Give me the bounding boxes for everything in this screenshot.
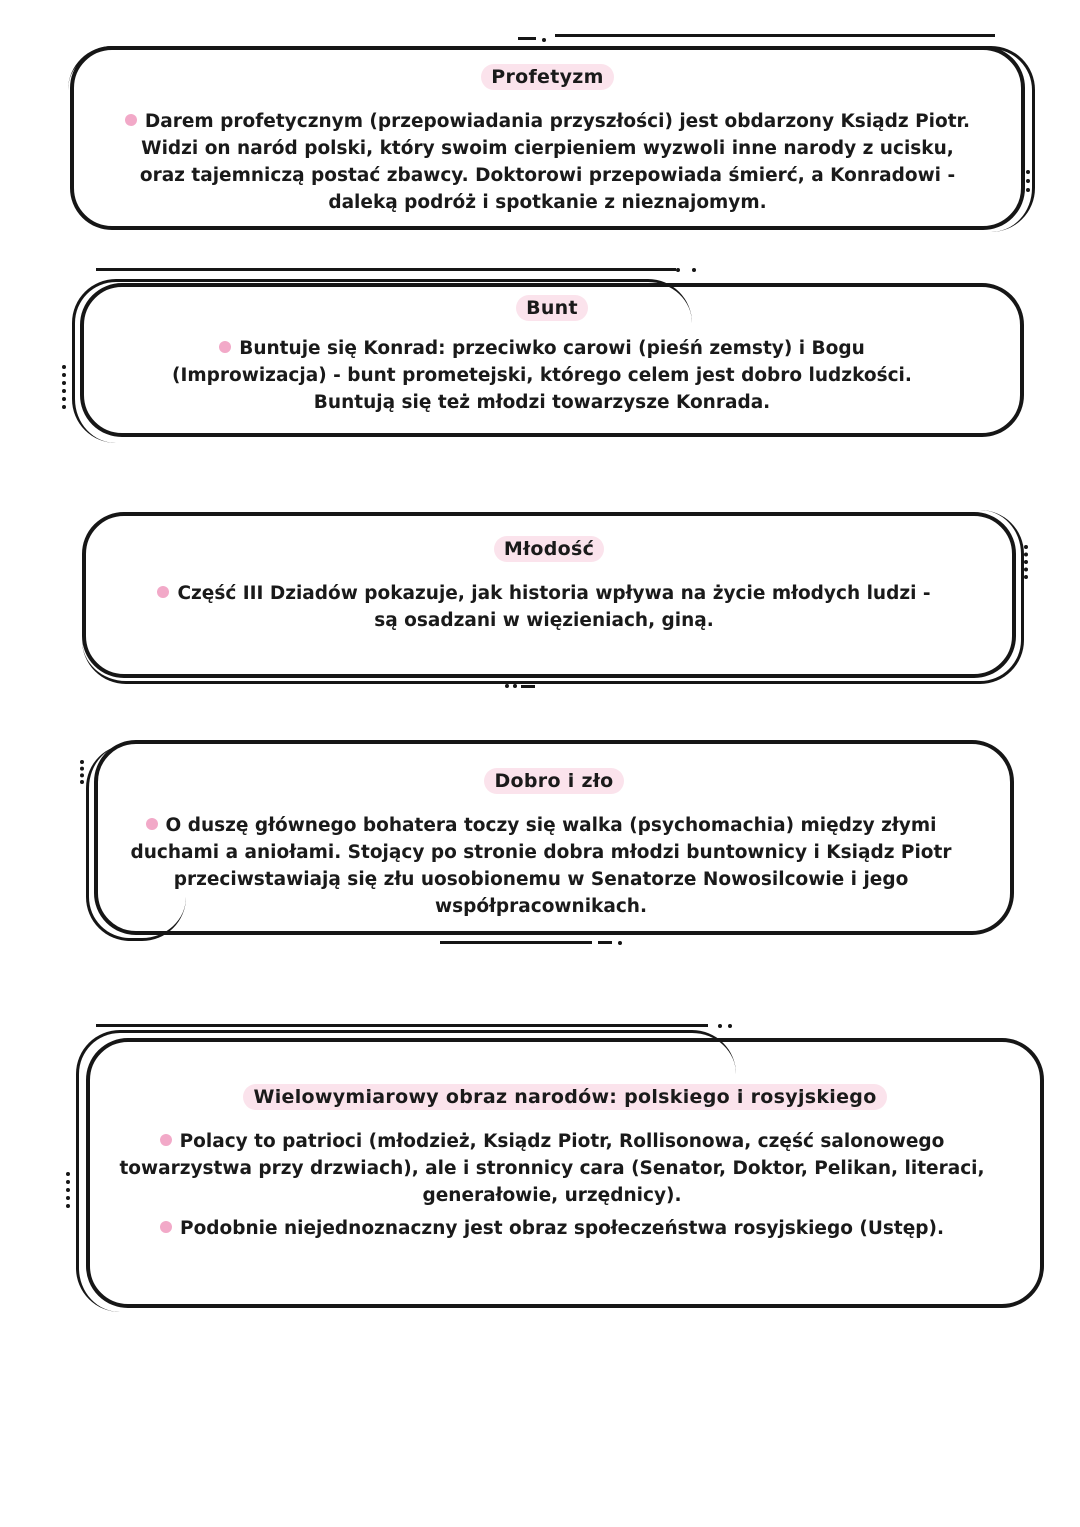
bullet-icon bbox=[157, 586, 169, 598]
divider-dash bbox=[521, 685, 535, 688]
divider-dash bbox=[598, 941, 612, 944]
divider-line bbox=[96, 1024, 708, 1027]
card-wielowymiarowy-obraz bbox=[86, 1038, 1044, 1308]
divider-dot bbox=[618, 941, 622, 945]
section-text: Podobnie niejednoznaczny jest obraz społeczeństwa rosyjskiego (Ustęp). bbox=[90, 1209, 1040, 1242]
section-title: Dobro i zło bbox=[484, 768, 623, 794]
divider-line bbox=[555, 34, 995, 37]
divider-dot bbox=[728, 1024, 732, 1028]
divider-dot bbox=[542, 38, 546, 42]
card-bunt bbox=[80, 283, 1024, 437]
divider-line bbox=[440, 941, 592, 944]
bullet-icon bbox=[146, 818, 158, 830]
section-text: Polacy to patrioci (młodzież, Ksiądz Piotr, Rollisonowa, część salonowego towarzystwa przy drzwiach), ale i stronnicy cara (Senator, Doktor, Pelikan, literaci, generałowie, urzędnicy). bbox=[119, 1131, 985, 1206]
divider-dot bbox=[692, 268, 696, 272]
bullet-icon bbox=[160, 1134, 172, 1146]
section-title: Młodość bbox=[494, 536, 604, 562]
side-dots bbox=[80, 760, 88, 784]
side-dots bbox=[1024, 545, 1032, 579]
card-mlodosc bbox=[82, 512, 1016, 678]
divider-line bbox=[96, 268, 676, 271]
divider-dash bbox=[518, 37, 536, 40]
section-text: Część III Dziadów pokazuje, jak historia wpływa na życie młodych ludzi - są osadzani w więzieniach, giną. bbox=[86, 562, 1012, 634]
section-text: O duszę głównego bohatera toczy się walka (psychomachia) między złymi duchami a aniołami. Stojący po stronie dobra młodzi buntownicy i Ksiądz Piotr przeciwstawiają się złu uosobionemu w Senatorze Nowosilcowie i jego współpracownikach. bbox=[130, 815, 952, 917]
card-dobro-i-zlo bbox=[94, 740, 1014, 935]
side-dots bbox=[66, 1172, 74, 1208]
section-text: Buntuje się Konrad: przeciwko carowi (pieśń zemsty) i Bogu (Improwizacja) - bunt prometejski, którego celem jest dobro ludzkości. Buntują się też młodzi towarzysze Konrada. bbox=[172, 338, 912, 413]
side-dots bbox=[1026, 170, 1034, 192]
bullet-icon bbox=[219, 341, 231, 353]
section-title: Wielowymiarowy obraz narodów: polskiego i rosyjskiego bbox=[243, 1084, 886, 1110]
bullet-icon bbox=[160, 1221, 172, 1233]
side-dots bbox=[62, 365, 70, 409]
divider-dot bbox=[718, 1024, 722, 1028]
section-title: Bunt bbox=[516, 295, 588, 321]
divider-dot bbox=[513, 684, 517, 688]
section-title: Profetyzm bbox=[481, 64, 614, 90]
divider-dot bbox=[676, 268, 680, 272]
section-text: Darem profetycznym (przepowiadania przyszłości) jest obdarzony Ksiądz Piotr. Widzi on naród polski, który swoim cierpieniem wyzwoli inne narody z ucisku, oraz tajemniczą postać zbawcy. Doktorowi przepowiada śmierć, a Konradowi - daleką podróż i spotkanie z nieznajomym. bbox=[74, 90, 1021, 216]
bullet-icon bbox=[125, 114, 137, 126]
divider-dot bbox=[505, 684, 509, 688]
card-profetyzm bbox=[70, 46, 1025, 230]
